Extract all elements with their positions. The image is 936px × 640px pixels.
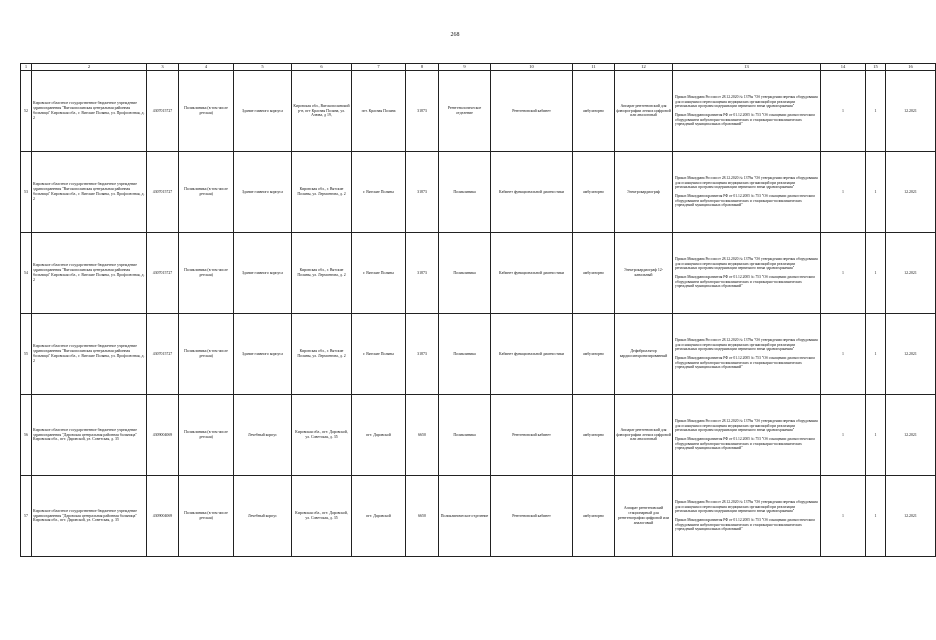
code-cell: 31873 xyxy=(406,314,439,395)
column-number-row xyxy=(21,64,936,71)
order-text-primary: Приказ Минздрава России от 28.12.2020 № 1379н "Об утверждении перечня оборудования для оснащения и переоснащения медицинских организаций при реализации региональных программ модернизации первичного звена здравоохранения" xyxy=(675,337,818,352)
department-cell: Поликлиническое отделение xyxy=(439,476,491,557)
condition-cell: амбулаторно xyxy=(573,476,615,557)
column-number: 2 xyxy=(32,64,147,71)
column-number: 14 xyxy=(821,64,866,71)
organization-cell: Кировское областное государственное бюджетное учреждение здравоохранения "Даровская центральная районная больница" Кировская обл., пгт. Даровской, ул. Советская, д. 35 xyxy=(32,476,147,557)
inn-cell: 4307015727 xyxy=(147,233,179,314)
address-cell: Кировская обл., пгт. Даровской, ул. Советская, д. 35 xyxy=(292,395,352,476)
inn-cell: 4309004069 xyxy=(147,395,179,476)
count-cell: 1 xyxy=(866,71,886,152)
count-cell: 1 xyxy=(866,395,886,476)
address-cell: Кировская обл., Вятскополянский р-н, пгт Красная Поляна, ул. Аэюва, д 19, xyxy=(292,71,352,152)
building-cell: Здание главного корпуса xyxy=(234,152,292,233)
year-cell: 12.2021 xyxy=(886,395,936,476)
equipment-cell: Электрокардиограф 12-канальный xyxy=(615,233,673,314)
cabinet-cell: Рентгеновский кабинет xyxy=(491,476,573,557)
inn-cell: 4307015727 xyxy=(147,314,179,395)
condition-cell: амбулаторно xyxy=(573,71,615,152)
column-number: 12 xyxy=(615,64,673,71)
table-row xyxy=(21,152,936,233)
page-number: 268 xyxy=(450,32,460,38)
cabinet-cell: Рентгеновский кабинет xyxy=(491,395,573,476)
row-number-cell: 56 xyxy=(21,395,32,476)
order-cell xyxy=(673,395,821,476)
settlement-cell: г. Вятские Поляны xyxy=(352,152,406,233)
year-cell: 12.2021 xyxy=(886,71,936,152)
organization-cell: Кировское областное государственное бюджетное учреждение здравоохранения "Вятскополянская центральная районная больница" Кировская обл., г. Вятские Поляны, ул. Профсоюзная, д. 2 xyxy=(32,71,147,152)
address-cell: Кировская обл., г. Вятские Поляны, ул. Лермонтова, д. 2 xyxy=(292,233,352,314)
department-cell: Поликлиника xyxy=(439,152,491,233)
count-cell: 1 xyxy=(866,152,886,233)
cabinet-cell: Кабинет функциональной диагностики xyxy=(491,314,573,395)
building-cell: Здание главного корпуса xyxy=(234,233,292,314)
column-number: 13 xyxy=(673,64,821,71)
order-text-secondary: Приказ Минздравсоцразвития РФ от 01.12.2005 № 753 "Об оснащении диагностическим оборудованием амбулаторно-поликлинических и стационарно-поликлинических учреждений муниципальных образований" xyxy=(675,113,815,127)
table-row xyxy=(21,71,936,152)
year-cell: 12.2021 xyxy=(886,314,936,395)
row-number-cell: 54 xyxy=(21,233,32,314)
unit-cell: Поликлиника (в том числе детская) xyxy=(179,314,234,395)
column-number: 6 xyxy=(292,64,352,71)
order-text-secondary: Приказ Минздравсоцразвития РФ от 01.12.2005 № 753 "Об оснащении диагностическим оборудованием амбулаторно-поликлинических и стационарно-поликлинических учреждений муниципальных образований" xyxy=(675,356,815,370)
count-cell: 1 xyxy=(821,152,866,233)
unit-cell: Поликлиника (в том числе детская) xyxy=(179,71,234,152)
column-number: 7 xyxy=(352,64,406,71)
row-number-cell: 57 xyxy=(21,476,32,557)
count-cell: 1 xyxy=(866,476,886,557)
count-cell: 1 xyxy=(821,314,866,395)
column-number: 5 xyxy=(234,64,292,71)
organization-cell: Кировское областное государственное бюджетное учреждение здравоохранения "Вятскополянская центральная районная больница" Кировская обл., г. Вятские Поляны, ул. Профсоюзная, д. 2 xyxy=(32,314,147,395)
order-cell xyxy=(673,314,821,395)
address-cell: Кировская обл., г. Вятские Поляны, ул. Лермонтова, д. 2 xyxy=(292,314,352,395)
building-cell: Лечебный корпус xyxy=(234,395,292,476)
cabinet-cell: Кабинет функциональной диагностики xyxy=(491,233,573,314)
department-cell: Поликлиника xyxy=(439,233,491,314)
settlement-cell: г. Вятские Поляны xyxy=(352,233,406,314)
row-number-cell: 53 xyxy=(21,152,32,233)
equipment-table xyxy=(20,63,936,557)
code-cell: 31873 xyxy=(406,71,439,152)
table-row xyxy=(21,314,936,395)
year-cell: 12.2021 xyxy=(886,476,936,557)
settlement-cell: пгт. Даровской xyxy=(352,476,406,557)
organization-cell: Кировское областное государственное бюджетное учреждение здравоохранения "Даровская центральная районная больница" Кировская обл., пгт. Даровской, ул. Советская, д. 35 xyxy=(32,395,147,476)
condition-cell: амбулаторно xyxy=(573,395,615,476)
address-cell: Кировская обл., пгт. Даровской, ул. Советская, д. 35 xyxy=(292,476,352,557)
column-number: 10 xyxy=(491,64,573,71)
equipment-cell: Аппарат рентгеновский для флюорографии легких цифровой или аналоговый xyxy=(615,71,673,152)
equipment-cell: Аппарат рентгеновский стационарный для рентгенографии цифровой или аналоговый xyxy=(615,476,673,557)
order-cell xyxy=(673,152,821,233)
unit-cell: Поликлиника (в том числе детская) xyxy=(179,233,234,314)
settlement-cell: г. Вятские Поляны xyxy=(352,314,406,395)
building-cell: Здание главного корпуса xyxy=(234,71,292,152)
inn-cell: 4307015727 xyxy=(147,152,179,233)
row-number-cell: 52 xyxy=(21,71,32,152)
order-cell xyxy=(673,71,821,152)
organization-cell: Кировское областное государственное бюджетное учреждение здравоохранения "Вятскополянская центральная районная больница" Кировская обл., г. Вятские Поляны, ул. Профсоюзная, д. 2 xyxy=(32,233,147,314)
department-cell: Рентгенологическое отделение xyxy=(439,71,491,152)
address-cell: Кировская обл., г. Вятские Поляны, ул. Лермонтова, д. 2 xyxy=(292,152,352,233)
settlement-cell: пгт. Красная Поляна xyxy=(352,71,406,152)
order-cell xyxy=(673,233,821,314)
settlement-cell: пгт. Даровской xyxy=(352,395,406,476)
order-cell xyxy=(673,476,821,557)
cabinet-cell: Рентгеновский кабинет xyxy=(491,71,573,152)
count-cell: 1 xyxy=(821,71,866,152)
department-cell: Поликлиника xyxy=(439,314,491,395)
department-cell: Поликлиника xyxy=(439,395,491,476)
equipment-cell: Аппарат рентгеновский для флюорографии легких цифровой или аналоговый xyxy=(615,395,673,476)
column-number: 4 xyxy=(179,64,234,71)
column-number: 11 xyxy=(573,64,615,71)
inn-cell: 4309004069 xyxy=(147,476,179,557)
column-number: 16 xyxy=(886,64,936,71)
order-text-primary: Приказ Минздрава России от 28.12.2020 № 1379н "Об утверждении перечня оборудования для оснащения и переоснащения медицинских организаций при реализации региональных программ модернизации первичного звена здравоохранения" xyxy=(675,418,818,433)
count-cell: 1 xyxy=(821,476,866,557)
condition-cell: амбулаторно xyxy=(573,152,615,233)
order-text-primary: Приказ Минздрава России от 28.12.2020 № 1379н "Об утверждении перечня оборудования для оснащения и переоснащения медицинских организаций при реализации региональных программ модернизации первичного звена здравоохранения" xyxy=(675,256,818,271)
building-cell: Лечебный корпус xyxy=(234,476,292,557)
count-cell: 1 xyxy=(866,233,886,314)
table-row xyxy=(21,233,936,314)
inn-cell: 4307015727 xyxy=(147,71,179,152)
cabinet-cell: Кабинет функциональной диагностики xyxy=(491,152,573,233)
order-text-secondary: Приказ Минздравсоцразвития РФ от 01.12.2005 № 753 "Об оснащении диагностическим оборудованием амбулаторно-поликлинических и стационарно-поликлинических учреждений муниципальных образований" xyxy=(675,275,815,289)
count-cell: 1 xyxy=(821,233,866,314)
organization-cell: Кировское областное государственное бюджетное учреждение здравоохранения "Вятскополянская центральная районная больница" Кировская обл., г. Вятские Поляны, ул. Профсоюзная, д. 2 xyxy=(32,152,147,233)
building-cell: Здание главного корпуса xyxy=(234,314,292,395)
row-number-cell: 55 xyxy=(21,314,32,395)
order-text-primary: Приказ Минздрава России от 28.12.2020 № 1379н "Об утверждении перечня оборудования для оснащения и переоснащения медицинских организаций при реализации региональных программ модернизации первичного звена здравоохранения" xyxy=(675,94,818,109)
count-cell: 1 xyxy=(866,314,886,395)
column-number: 15 xyxy=(866,64,886,71)
column-number: 9 xyxy=(439,64,491,71)
condition-cell: амбулаторно xyxy=(573,314,615,395)
unit-cell: Поликлиника (в том числе детская) xyxy=(179,476,234,557)
condition-cell: амбулаторно xyxy=(573,233,615,314)
table-row xyxy=(21,476,936,557)
order-text-secondary: Приказ Минздравсоцразвития РФ от 01.12.2005 № 753 "Об оснащении диагностическим оборудованием амбулаторно-поликлинических и стационарно-поликлинических учреждений муниципальных образований" xyxy=(675,194,815,208)
table-row xyxy=(21,395,936,476)
equipment-cell: Дефибриллятор кардиосинхронизированный xyxy=(615,314,673,395)
count-cell: 1 xyxy=(821,395,866,476)
column-number: 3 xyxy=(147,64,179,71)
order-text-primary: Приказ Минздрава России от 28.12.2020 № 1379н "Об утверждении перечня оборудования для оснащения и переоснащения медицинских организаций при реализации региональных программ модернизации первичного звена здравоохранения" xyxy=(675,499,818,514)
year-cell: 12.2021 xyxy=(886,152,936,233)
order-text-secondary: Приказ Минздравсоцразвития РФ от 01.12.2005 № 753 "Об оснащении диагностическим оборудованием амбулаторно-поликлинических и стационарно-поликлинических учреждений муниципальных образований" xyxy=(675,437,815,451)
unit-cell: Поликлиника (в том числе детская) xyxy=(179,395,234,476)
unit-cell: Поликлиника (в том числе детская) xyxy=(179,152,234,233)
code-cell: 6650 xyxy=(406,395,439,476)
code-cell: 6650 xyxy=(406,476,439,557)
column-number: 1 xyxy=(21,64,32,71)
equipment-cell: Электрокардиограф xyxy=(615,152,673,233)
order-text-primary: Приказ Минздрава России от 28.12.2020 № 1379н "Об утверждении перечня оборудования для оснащения и переоснащения медицинских организаций при реализации региональных программ модернизации первичного звена здравоохранения" xyxy=(675,175,818,190)
code-cell: 31873 xyxy=(406,233,439,314)
column-number: 8 xyxy=(406,64,439,71)
year-cell: 12.2021 xyxy=(886,233,936,314)
order-text-secondary: Приказ Минздравсоцразвития РФ от 01.12.2005 № 753 "Об оснащении диагностическим оборудованием амбулаторно-поликлинических и стационарно-поликлинических учреждений муниципальных образований" xyxy=(675,518,815,532)
code-cell: 31873 xyxy=(406,152,439,233)
